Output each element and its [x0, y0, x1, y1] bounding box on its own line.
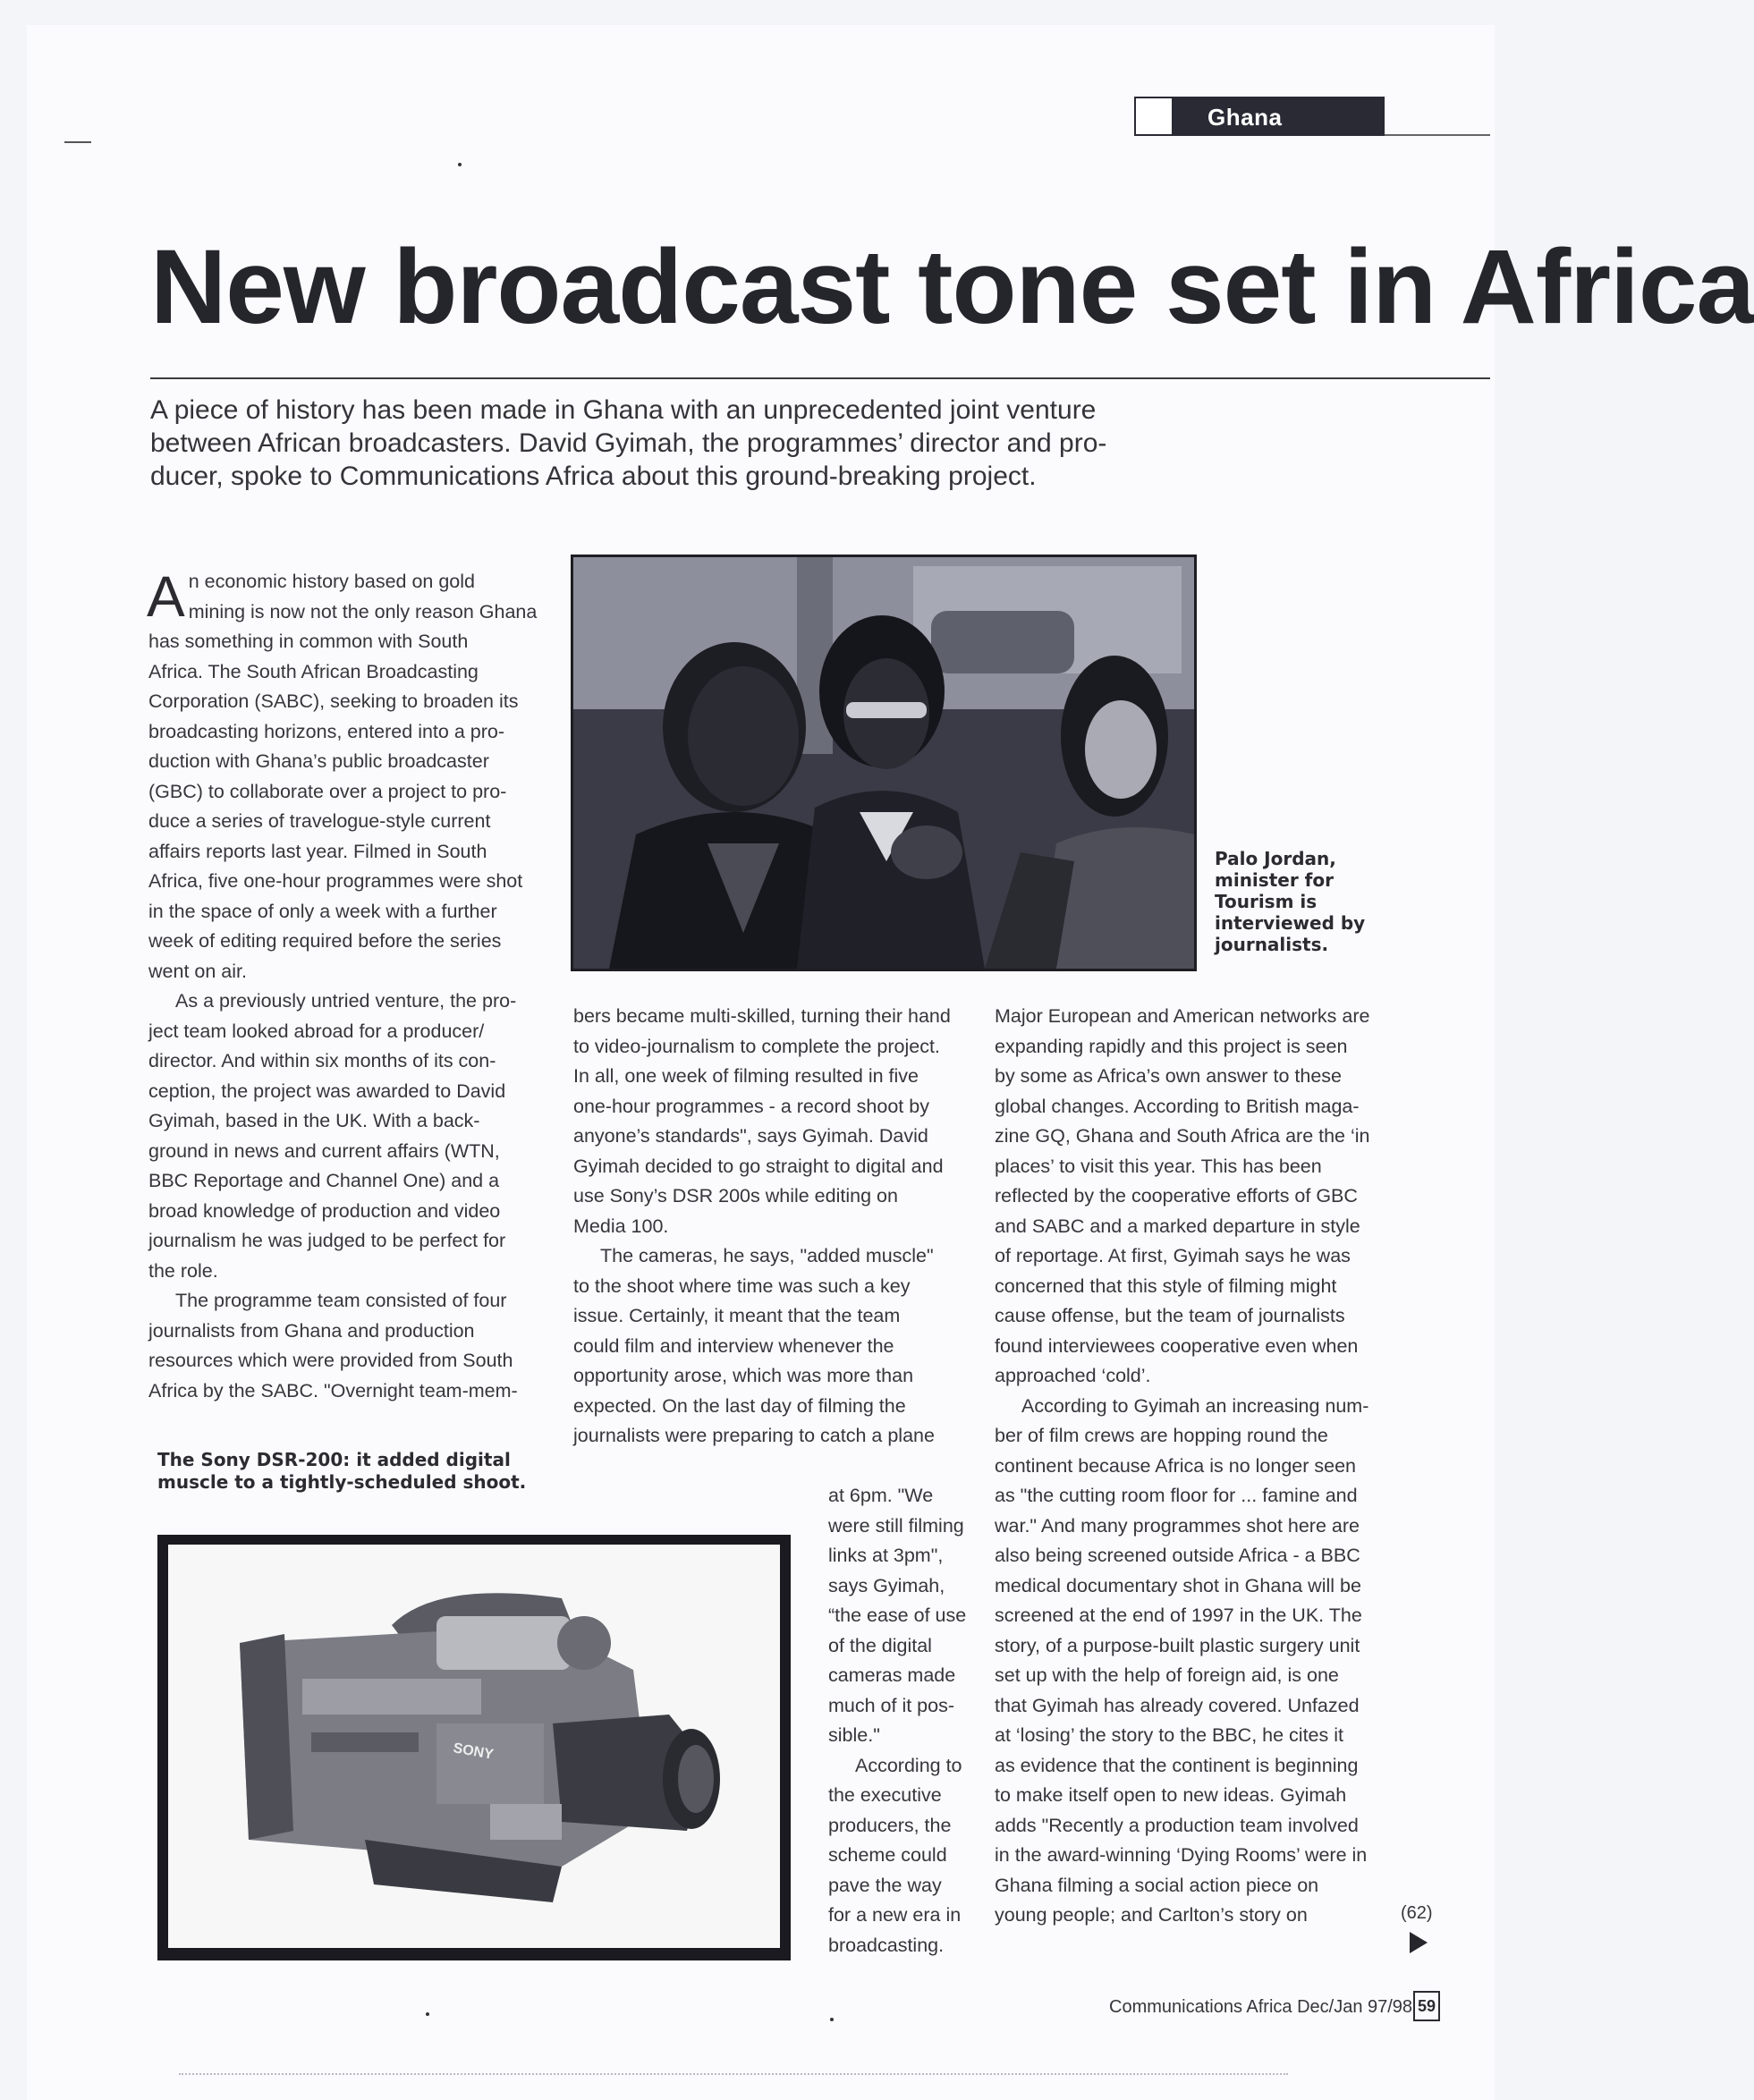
text-line: mining is now not the only reason Ghana	[188, 600, 538, 622]
drop-cap: A	[147, 564, 185, 629]
text-line: one-hour programmes - a record shoot by	[573, 1095, 929, 1117]
headline-rule	[150, 377, 1490, 379]
text-line: The cameras, he says, "added muscle"	[600, 1245, 934, 1266]
text-line: week of editing required before the series	[148, 930, 502, 952]
text-line: (GBC) to collaborate over a project to pro-	[148, 780, 507, 802]
text-line: Media 100.	[573, 1215, 669, 1237]
text-line: BBC Reportage and Channel One) and a	[148, 1170, 500, 1191]
section-tag-box	[1136, 98, 1172, 134]
text-line: to the shoot where time was such a key	[573, 1274, 911, 1297]
text-line: adds "Recently a production team involved	[995, 1814, 1359, 1836]
text-line: Africa. The South African Broadcasting	[148, 660, 479, 682]
text-line: story, of a purpose-built plastic surgery unit	[995, 1634, 1360, 1656]
text-line: to make itself open to new ideas. Gyimah	[995, 1784, 1347, 1806]
text-line: zine GQ, Ghana and South Africa are the ‘in	[995, 1125, 1370, 1147]
print-speck	[830, 2018, 834, 2021]
text-line: cause offense, but the team of journalists	[995, 1305, 1345, 1326]
right-triangle-arrow-icon	[1410, 1932, 1428, 1953]
article-column-3	[995, 1002, 1406, 1931]
print-speck	[426, 2012, 429, 2016]
text-line: resources which were provided from South	[148, 1350, 513, 1371]
caption-line: muscle to a tightly-scheduled shoot.	[157, 1471, 527, 1493]
text-line: screened at the end of 1997 in the UK. The	[995, 1605, 1362, 1626]
text-line: in the space of only a week with a further	[148, 900, 497, 922]
text-line: sible."	[828, 1724, 880, 1746]
camera-illustration	[168, 1545, 780, 1948]
text-line: broadcasting horizons, entered into a pro-	[148, 720, 504, 742]
page-bottom-edge	[179, 2073, 1288, 2075]
print-speck	[458, 163, 462, 166]
text-line: ground in news and current affairs (WTN,	[148, 1139, 500, 1162]
text-line: much of it pos-	[828, 1694, 954, 1716]
text-line: issue. Certainly, it meant that the team	[573, 1305, 901, 1326]
continued-page-ref: (62)	[1401, 1903, 1433, 1923]
photo-sony-camera	[157, 1535, 791, 1960]
text-line: at ‘losing’ the story to the BBC, he cites it	[995, 1724, 1343, 1746]
caption-line: interviewed by	[1215, 912, 1366, 934]
text-line: bers became multi-skilled, turning their hand	[573, 1005, 951, 1027]
text-line: global changes. According to British maga-	[995, 1095, 1360, 1117]
text-line: were still filming	[828, 1514, 964, 1537]
standfirst	[150, 394, 1116, 493]
text-line: the executive	[828, 1784, 942, 1806]
text-line: anyone’s standards", says Gyimah. David	[573, 1125, 928, 1147]
text-line: also being screened outside Africa - a BBC	[995, 1545, 1360, 1566]
text-line: Major European and American networks are	[995, 1005, 1370, 1027]
text-line: cameras made	[828, 1664, 956, 1686]
text-line: as "the cutting room floor for ... famine and	[995, 1485, 1358, 1506]
photo-journalists-illustration	[573, 557, 1194, 969]
text-line: says Gyimah,	[828, 1574, 945, 1596]
caption-line: minister for	[1215, 869, 1334, 891]
text-line: broad knowledge of production and video	[148, 1199, 501, 1222]
text-line: According to	[855, 1754, 962, 1776]
text-line: has something in common with South	[148, 631, 469, 652]
text-line: the role.	[148, 1259, 218, 1282]
photo-caption-camera	[157, 1449, 551, 1494]
photo-sony-camera-inner	[168, 1545, 780, 1948]
text-line: “the ease of use	[828, 1605, 967, 1626]
text-line: places’ to visit this year. This has been	[995, 1155, 1322, 1177]
standfirst-line: A piece of history has been made in Ghana with an unprecedented joint venture	[150, 395, 1097, 425]
text-line: medical documentary shot in Ghana will be	[995, 1574, 1361, 1596]
text-line: approached ‘cold’.	[995, 1365, 1151, 1386]
section-tag-label: Ghana	[1207, 104, 1283, 131]
text-line: of the digital	[828, 1634, 932, 1656]
text-line: director. And within six months of its con-	[148, 1050, 496, 1071]
section-tag	[1134, 97, 1385, 136]
text-line: expanding rapidly and this project is seen	[995, 1035, 1348, 1057]
text-line: as evidence that the continent is beginning	[995, 1754, 1359, 1776]
caption-line: journalists.	[1215, 934, 1329, 955]
text-line: Gyimah decided to go straight to digital and	[573, 1155, 944, 1177]
text-line: concerned that this style of filming might	[995, 1274, 1337, 1297]
text-line: by some as Africa’s own answer to these	[995, 1065, 1342, 1087]
text-line: young people; and Carlton’s story on	[995, 1904, 1308, 1926]
article-column-2	[573, 1002, 976, 1452]
text-line: links at 3pm",	[828, 1545, 944, 1566]
text-line: Ghana filming a social action piece on	[995, 1874, 1319, 1896]
text-line: set up with the help of foreign aid, is one	[995, 1664, 1339, 1686]
text-line: ject team looked abroad for a producer/	[148, 1020, 485, 1042]
text-line: Corporation (SABC), seeking to broaden its	[148, 690, 519, 712]
text-line: continent because Africa is no longer seen	[995, 1454, 1356, 1477]
article-headline: New broadcast tone set in Africa	[150, 228, 1754, 346]
text-line: scheme could	[828, 1844, 947, 1866]
standfirst-line: ducer, spoke to Communications Africa about this ground-breaking project.	[150, 461, 1037, 491]
camera-brand-label: SONY	[452, 1740, 495, 1763]
text-line: producers, the	[828, 1814, 952, 1836]
text-line: n economic history based on gold	[188, 571, 475, 592]
text-line: and SABC and a marked departure in style	[995, 1215, 1360, 1237]
text-line: broadcasting.	[828, 1934, 945, 1956]
text-line: war." And many programmes shot here are	[995, 1514, 1360, 1537]
article-column-1	[147, 564, 551, 1406]
page-number: 59	[1413, 1991, 1440, 2021]
text-line: Gyimah, based in the UK. With a back-	[148, 1110, 480, 1131]
text-line: The programme team consisted of four	[175, 1290, 507, 1311]
text-line: In all, one week of filming resulted in five	[573, 1065, 919, 1087]
text-line: journalists from Ghana and production	[148, 1319, 475, 1342]
standfirst-line: between African broadcasters. David Gyimah, the programmes’ director and pro-	[150, 428, 1107, 458]
text-line: journalism he was judged to be perfect for	[148, 1230, 506, 1251]
text-line: As a previously untried venture, the pro-	[175, 990, 517, 1012]
text-line: ception, the project was awarded to David	[148, 1080, 506, 1102]
text-line: use Sony’s DSR 200s while editing on	[573, 1185, 898, 1207]
text-line: Africa by the SABC. "Overnight team-mem-	[148, 1379, 518, 1401]
text-line: could film and interview whenever the	[573, 1334, 894, 1357]
text-line: found interviewees cooperative even when	[995, 1334, 1359, 1357]
text-line: of reportage. At first, Gyimah says he was	[995, 1245, 1351, 1266]
text-line: opportunity arose, which was more than	[573, 1365, 914, 1386]
photo-caption-journalists	[1215, 848, 1420, 955]
photo-journalists-interview	[571, 555, 1197, 971]
text-line: pave the way	[828, 1874, 942, 1896]
section-tag-rule	[1385, 134, 1490, 136]
article-column-2-narrow	[828, 1481, 980, 1960]
text-line: in the award-winning ‘Dying Rooms’ were in	[995, 1844, 1368, 1866]
text-line: at 6pm. "We	[828, 1485, 934, 1506]
text-line: journalists were preparing to catch a plane	[573, 1425, 935, 1446]
text-line: duce a series of travelogue-style current	[148, 810, 491, 832]
text-line: According to Gyimah an increasing num-	[1021, 1394, 1369, 1417]
text-line: duction with Ghana’s public broadcaster	[148, 750, 489, 772]
text-line: Africa, five one-hour programmes were shot	[148, 870, 523, 892]
text-line: affairs reports last year. Filmed in South	[148, 840, 487, 862]
caption-line: Palo Jordan,	[1215, 848, 1336, 869]
text-line: went on air.	[148, 960, 247, 982]
text-line: ber of film crews are hopping round the	[995, 1425, 1328, 1446]
text-line: reflected by the cooperative efforts of GBC	[995, 1185, 1358, 1207]
text-line: expected. On the last day of filming the	[573, 1394, 906, 1417]
page-footer: Communications Africa Dec/Jan 97/98	[1109, 1997, 1413, 2017]
text-line: that Gyimah has already covered. Unfazed	[995, 1694, 1360, 1716]
caption-line: The Sony DSR-200: it added digital	[157, 1449, 511, 1470]
text-line: for a new era in	[828, 1904, 962, 1926]
caption-line: Tourism is	[1215, 891, 1318, 912]
margin-mark	[64, 141, 91, 143]
text-line: to video-journalism to complete the project.	[573, 1035, 940, 1057]
